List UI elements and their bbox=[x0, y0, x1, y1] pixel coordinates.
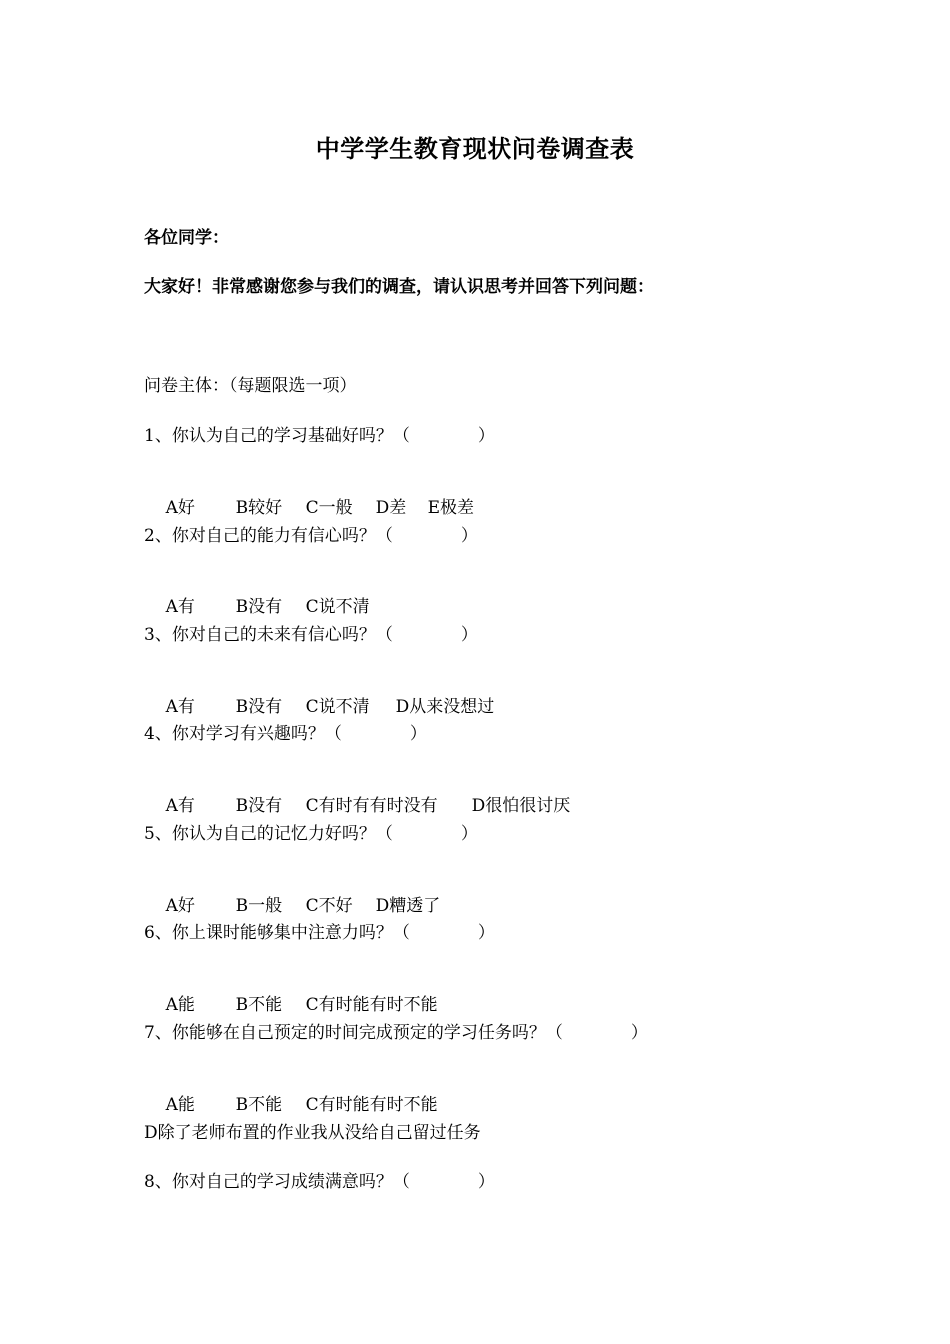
question-7: 7、你能够在自己预定的时间完成预定的学习任务吗？（ ） bbox=[144, 1023, 648, 1043]
option-a: A好 bbox=[165, 498, 195, 518]
option-b: B不能 bbox=[235, 1095, 283, 1115]
option-b: B没有 bbox=[235, 796, 283, 816]
option-d-question-7: D除了老师布置的作业我从没给自己留过任务 bbox=[144, 1123, 481, 1143]
question-6: 6、你上课时能够集中注意力吗？（ ） bbox=[144, 923, 495, 943]
option-a: A有 bbox=[165, 697, 195, 717]
option-b: B较好 bbox=[235, 498, 283, 518]
option-d: D糟透了 bbox=[375, 896, 441, 916]
greeting: 大家好！非常感谢您参与我们的调查，请认识思考并回答下列问题： bbox=[144, 277, 654, 297]
option-a: A能 bbox=[165, 995, 195, 1015]
option-d: D很怕很讨厌 bbox=[471, 796, 571, 816]
option-c: C有时能有时不能 bbox=[305, 995, 438, 1015]
option-a: A有 bbox=[165, 597, 195, 617]
salutation: 各位同学： bbox=[144, 228, 229, 248]
option-c: C有时有有时没有 bbox=[305, 796, 438, 816]
option-c: C有时能有时不能 bbox=[305, 1095, 438, 1115]
option-a: A能 bbox=[165, 1095, 195, 1115]
option-a: A有 bbox=[165, 796, 195, 816]
question-8: 8、你对自己的学习成绩满意吗？（ ） bbox=[144, 1172, 495, 1192]
option-b: B不能 bbox=[235, 995, 283, 1015]
option-c: C不好 bbox=[305, 896, 353, 916]
question-2: 2、你对自己的能力有信心吗？（ ） bbox=[144, 526, 478, 546]
option-c: C说不清 bbox=[305, 697, 370, 717]
question-3: 3、你对自己的未来有信心吗？（ ） bbox=[144, 625, 478, 645]
document-title: 中学学生教育现状问卷调查表 bbox=[315, 135, 635, 163]
option-e: E极差 bbox=[427, 498, 475, 518]
option-b: B没有 bbox=[235, 597, 283, 617]
option-d: D从来没想过 bbox=[395, 697, 495, 717]
option-b: B一般 bbox=[235, 896, 283, 916]
instruction: 问卷主体：（每题限选一项） bbox=[144, 376, 357, 396]
option-c: C说不清 bbox=[305, 597, 370, 617]
option-b: B没有 bbox=[235, 697, 283, 717]
option-d: D差 bbox=[375, 498, 407, 518]
option-c: C一般 bbox=[305, 498, 353, 518]
question-5: 5、你认为自己的记忆力好吗？（ ） bbox=[144, 824, 478, 844]
question-1: 1、你认为自己的学习基础好吗？（ ） bbox=[144, 426, 495, 446]
question-4: 4、你对学习有兴趣吗？（ ） bbox=[144, 724, 427, 744]
option-a: A好 bbox=[165, 896, 195, 916]
